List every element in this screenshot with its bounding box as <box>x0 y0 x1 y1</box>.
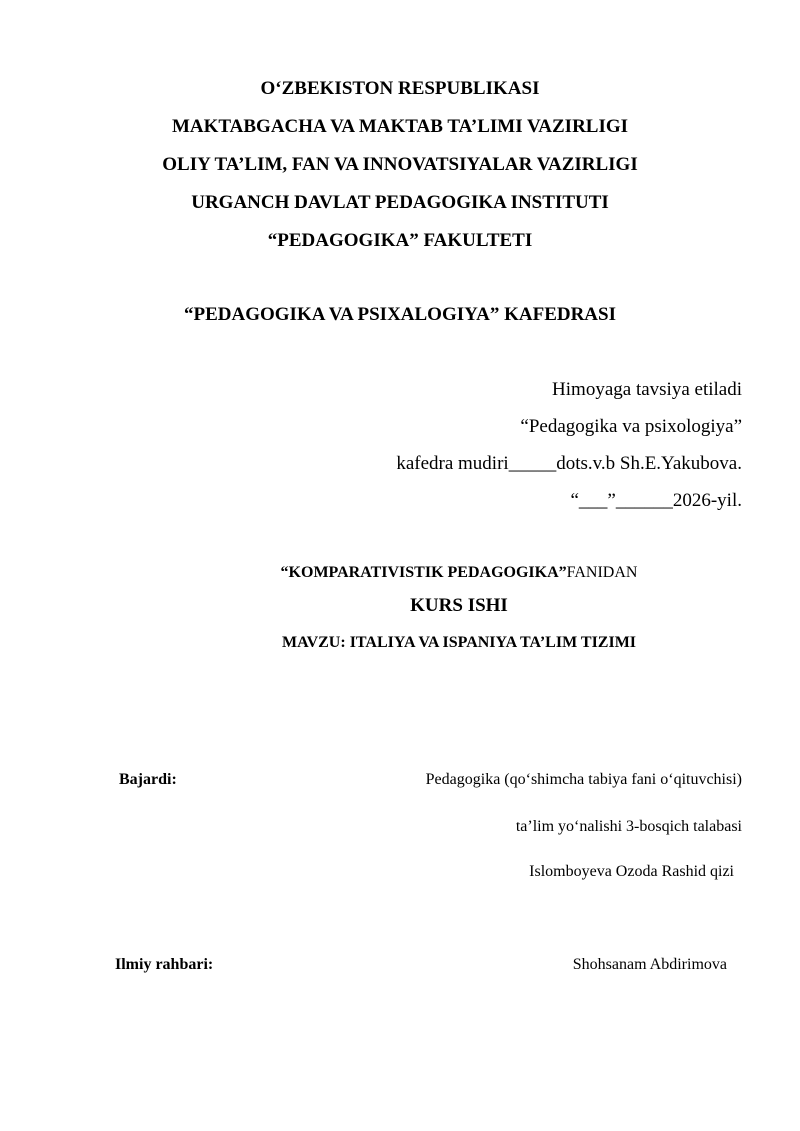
supervisor-name: Shohsanam Abdirimova <box>572 956 727 973</box>
topic-title: MAVZU: ITALIYA VA ISPANIYA TA’LIM TIZIMI <box>281 634 637 651</box>
performer-year: ta’lim yo‘nalishi 3-bosqich talabasi <box>515 818 742 835</box>
approval-date: “___”______2026-yil. <box>570 490 742 511</box>
ministry-higher-education-title: OLIY TA’LIM, FAN VA INNOVATSIYALAR VAZIRLIGI <box>162 154 638 175</box>
course-subject-suffix: FANIDAN <box>566 564 638 581</box>
work-type-title: KURS ISHI <box>410 595 508 616</box>
ministry-preschool-title: MAKTABGACHA VA MAKTAB TA’LIMI VAZIRLIGI <box>171 116 629 137</box>
performer-name: Islomboyeva Ozoda Rashid qizi <box>529 863 734 880</box>
performer-program: Pedagogika (qo‘shimcha tabiya fani o‘qituvchisi) <box>425 771 742 788</box>
course-subject <box>0 564 800 582</box>
faculty-title: “PEDAGOGIKA” FAKULTETI <box>267 230 533 251</box>
institute-title: URGANCH DAVLAT PEDAGOGIKA INSTITUTI <box>191 192 609 213</box>
approval-department-name: “Pedagogika va psixologiya” <box>520 416 742 437</box>
supervisor-label: Ilmiy rahbari: <box>115 956 214 973</box>
department-title: “PEDAGOGIKA VA PSIXALOGIYA” KAFEDRASI <box>184 304 616 325</box>
performer-label: Bajardi: <box>119 771 177 788</box>
country-title: O‘ZBEKISTON RESPUBLIKASI <box>260 78 540 99</box>
course-subject-name: “KOMPARATIVISTIK PEDAGOGIKA” <box>280 564 567 581</box>
approval-recommendation: Himoyaga tavsiya etiladi <box>552 379 742 400</box>
approval-head-signature: kafedra mudiri_____dots.v.b Sh.E.Yakubova. <box>396 453 742 474</box>
